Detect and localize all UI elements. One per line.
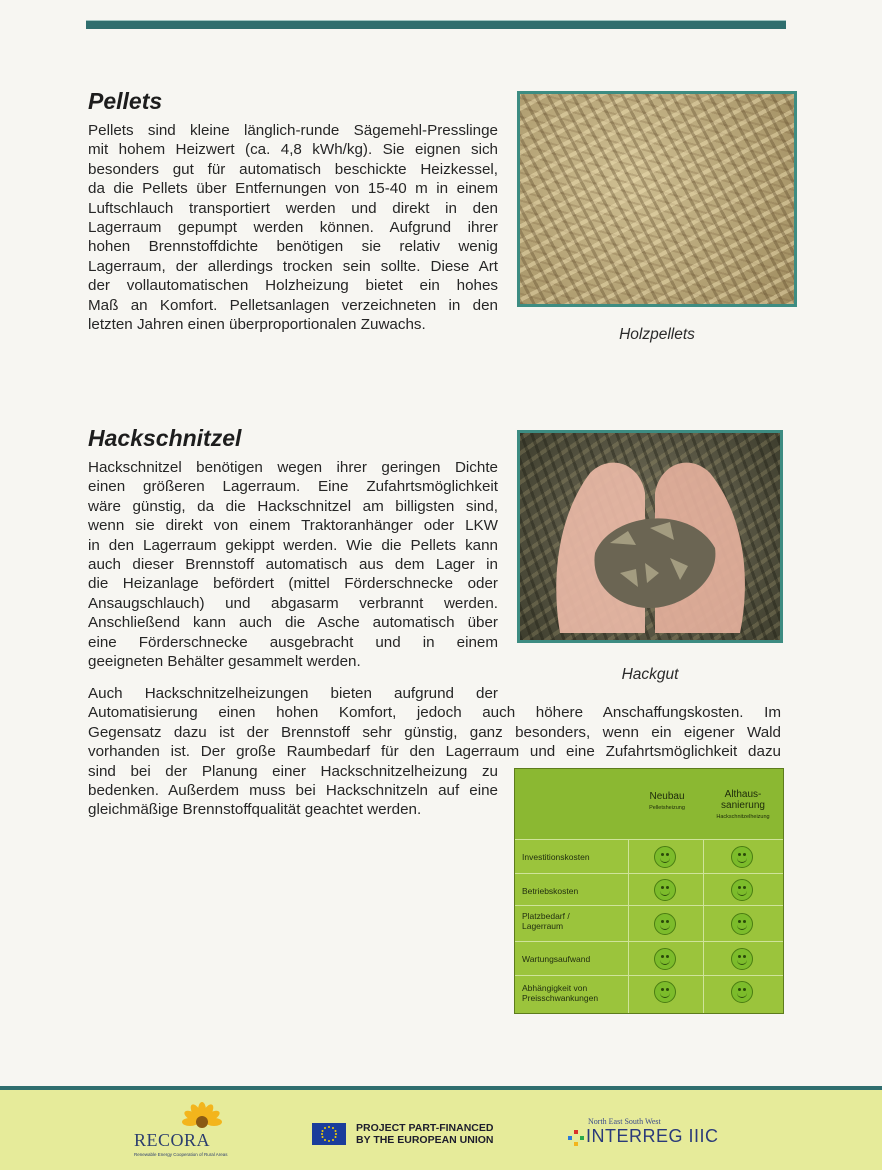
eu-flag-icon (312, 1123, 346, 1145)
smiley-icon (654, 948, 676, 970)
text-line: sind bei der Planung einer Hackschnitzelheizung zu (88, 762, 498, 780)
smiley-icon (654, 846, 676, 868)
text-line: Luftschlauch transportiert werden und direkt in den (88, 199, 498, 217)
eu-line: PROJECT PART-FINANCED (356, 1122, 494, 1134)
smiley-icon (731, 846, 753, 868)
text-line: Pellets sind kleine länglich-runde Sägemehl-Presslinge (88, 122, 498, 139)
comparison-table (514, 768, 784, 1014)
smiley-icon (654, 981, 676, 1003)
text-line: mit hohem Heizwert (ca. 4,8 kWh/kg). Sie eignen sich (88, 141, 498, 159)
text-line: wäre günstig, da die Hackschnitzel am billigsten sind, (88, 497, 498, 515)
hackgut-photo (517, 430, 783, 643)
text-line: Hackschnitzel benötigen wegen ihrer geringen Dichte (88, 459, 498, 476)
row-label: Investitionskosten (522, 852, 590, 862)
text-line: einen größeren Lagerraum. Eine Zufahrtsmöglichkeit (88, 478, 498, 496)
text-line: Anschließend kann auch die Asche automatisch über (88, 614, 498, 632)
text-line: die Heizanlage befördert (mittel Förderschnecke oder (88, 575, 498, 593)
table-row (515, 941, 783, 976)
eu-funding-text (356, 1122, 494, 1146)
smiley-icon (731, 948, 753, 970)
interreg-dots-icon (568, 1130, 584, 1146)
interreg-logo: INTERREG IIIC (586, 1126, 719, 1146)
text-line: besonders gut für automatisch beschickte Heizkessel, (88, 160, 498, 178)
footer (0, 1086, 882, 1170)
text-line: Automatisierung einen hohen Komfort, jedoch auch höhere Anschaffungskosten. Im (88, 704, 781, 722)
text-line: da die Pellets über Entfernungen von 15-40 m in einem (88, 180, 498, 198)
text-line: Auch Hackschnitzelheizungen bieten aufgrund der (88, 685, 498, 702)
text-line: Gegensatz dazu ist der Brennstoff sehr günstig, ganz besonders, wenn ein eigener Wald (88, 723, 781, 741)
pellets-text (88, 121, 498, 334)
row-label: Platzbedarf / Lagerraum (522, 911, 570, 931)
text-line: in den Lagerraum gekippt werden. Wie die Pellets kann (88, 536, 498, 554)
row-label: Abhängigkeit von Preisschwankungen (522, 983, 599, 1003)
text-line: Lagerraum gepumpt werden können. Aufgrund ihrer (88, 219, 498, 237)
pellets-caption: Holzpellets (619, 326, 695, 343)
hackschnitzel-heading: Hackschnitzel (88, 425, 242, 451)
text-line: vorhanden ist. Der große Raumbedarf für den Lagerraum und eine Zufahrtsmöglichkeit dazu (88, 743, 781, 761)
text-line: Maß an Komfort. Pelletsanlagen verzeichneten in den (88, 296, 498, 314)
text-line: Ansaugschlauch) und abgasarm verbrannt werden. (88, 594, 498, 612)
row-label: Wartungsaufwand (522, 954, 591, 964)
table-row (515, 873, 783, 906)
recora-tagline: Renewable Energy Cooperation of Rural Areas (134, 1152, 228, 1157)
interreg-tagline: North East South West (588, 1117, 661, 1126)
table-row (515, 975, 783, 1014)
hands-illustration (520, 433, 780, 640)
recora-logo: RECORA (134, 1130, 211, 1150)
column-label: Neubau (649, 791, 685, 802)
text-line: gleichmäßige Brennstoffqualität geachtet werden. (88, 801, 422, 819)
smiley-icon (654, 913, 676, 935)
smiley-icon (731, 981, 753, 1003)
text-line: letzten Jahren einen überproportionalen Zuwachs. (88, 316, 426, 334)
smiley-icon (731, 913, 753, 935)
text-line: auch dieser Brennstoff automatisch aus dem Lager in (88, 556, 498, 574)
text-line: der vollautomatischen Holzheizung bietet ein hohes (88, 277, 498, 295)
top-rule (86, 20, 786, 29)
text-line: Lagerraum, der allerdings trocken sein sollte. Diese Art (88, 257, 498, 275)
text-line: hohen Brennstoffdichte benötigen sie relativ wenig (88, 238, 498, 256)
table-row (515, 905, 783, 942)
column-head-althaus (703, 789, 783, 820)
smiley-icon (731, 879, 753, 901)
eu-line: BY THE EUROPEAN UNION (356, 1134, 494, 1146)
column-label: Althaus- sanierung (721, 789, 765, 811)
row-label: Betriebskosten (522, 886, 579, 896)
text-line: wenn sie direkt von einem Traktoranhänger oder LKW (88, 517, 498, 535)
hackgut-caption: Hackgut (621, 666, 679, 683)
smiley-icon (654, 879, 676, 901)
text-line: geeigneten Behälter gesammelt werden. (88, 653, 361, 671)
text-line: bedenken. Außerdem muss bei Hackschnitzeln auf eine (88, 782, 498, 800)
column-head-neubau (637, 791, 697, 811)
text-line: eine Förderschnecke ausgebracht und in einem (88, 633, 498, 651)
column-sublabel: Hackschnitzelheizung (716, 814, 770, 820)
hackschnitzel-text (88, 458, 498, 671)
pellets-heading: Pellets (88, 88, 163, 114)
pellets-photo (517, 91, 797, 307)
table-row (515, 839, 783, 874)
column-sublabel: Pelletsheizung (649, 805, 685, 811)
